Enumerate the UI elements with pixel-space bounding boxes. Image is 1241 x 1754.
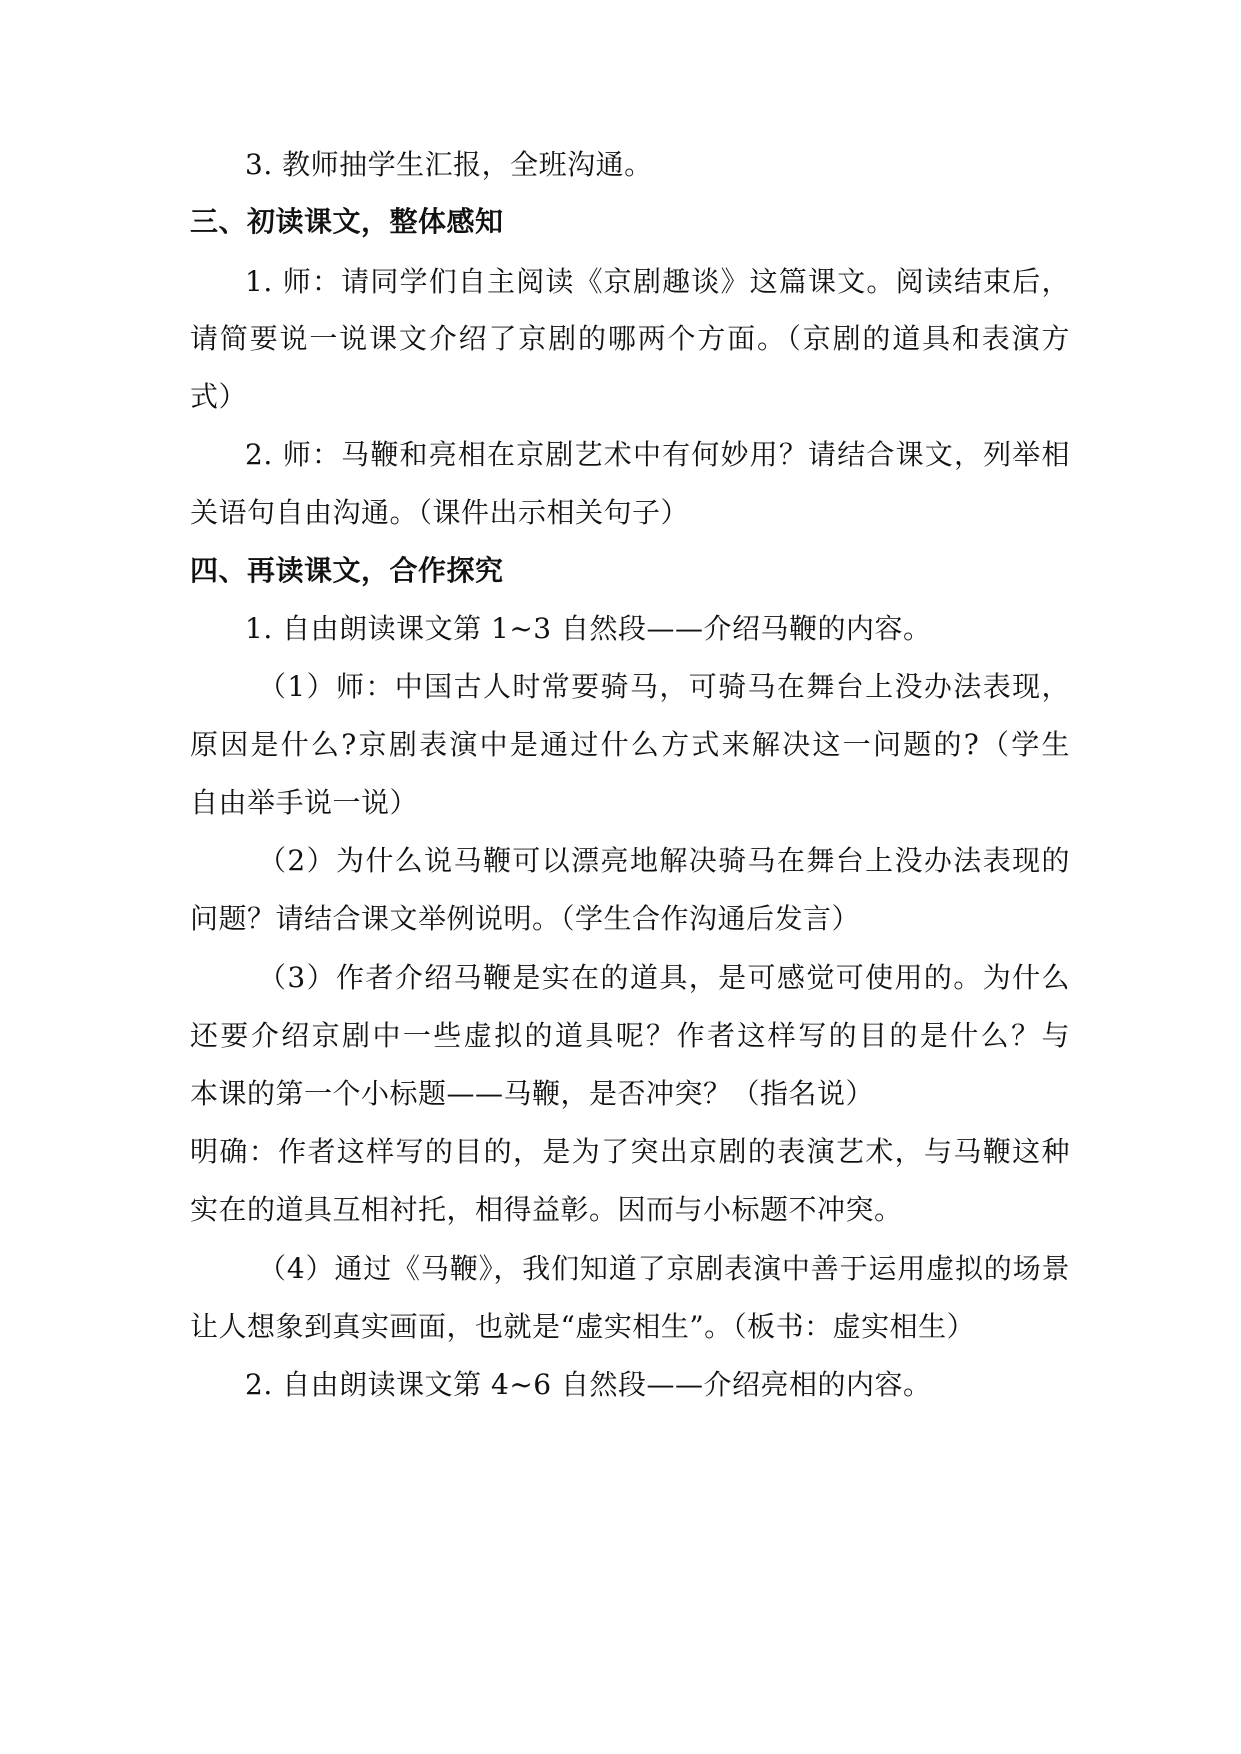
paragraph-line: 实在的道具互相衬托，相得益彰。因而与小标题不冲突。 xyxy=(190,1193,903,1226)
section-heading: 四、再读课文，合作探究 xyxy=(190,554,504,587)
paragraph-line: （4）通过《马鞭》，我们知道了京剧表演中善于运用虚拟的场景 xyxy=(258,1252,1070,1285)
paragraph-line: 自由举手说一说） xyxy=(190,786,419,819)
paragraph-line: 1. 师：请同学们自主阅读《京剧趣谈》这篇课文。阅读结束后， xyxy=(245,265,1070,298)
section-heading: 三、初读课文，整体感知 xyxy=(190,205,504,238)
paragraph-line: （2）为什么说马鞭可以漂亮地解决骑马在舞台上没办法表现的 xyxy=(258,844,1070,877)
paragraph-line: 本课的第一个小标题——马鞭，是否冲突？（指名说） xyxy=(190,1077,875,1110)
paragraph-line: 问题？请结合课文举例说明。（学生合作沟通后发言） xyxy=(190,902,861,935)
paragraph-line: （1）师：中国古人时常要骑马，可骑马在舞台上没办法表现， xyxy=(258,670,1070,703)
paragraph-line: 明确：作者这样写的目的，是为了突出京剧的表演艺术，与马鞭这种 xyxy=(190,1135,1070,1168)
paragraph-line: 关语句自由沟通。（课件出示相关句子） xyxy=(190,496,690,529)
paragraph-line: 2. 自由朗读课文第 4~6 自然段——介绍亮相的内容。 xyxy=(245,1368,932,1401)
paragraph-line: 原因是什么?京剧表演中是通过什么方式来解决这一问题的?（学生 xyxy=(190,728,1070,761)
paragraph-line: 3. 教师抽学生汇报，全班沟通。 xyxy=(245,148,653,181)
paragraph-line: 还要介绍京剧中一些虚拟的道具呢？作者这样写的目的是什么？与 xyxy=(190,1019,1070,1052)
paragraph-line: 式） xyxy=(190,380,248,413)
paragraph-line: 2. 师：马鞭和亮相在京剧艺术中有何妙用？请结合课文，列举相 xyxy=(245,438,1070,471)
paragraph-line: 请简要说一说课文介绍了京剧的哪两个方面。（京剧的道具和表演方 xyxy=(190,322,1070,355)
paragraph-line: （3）作者介绍马鞭是实在的道具，是可感觉可使用的。为什么 xyxy=(258,961,1070,994)
paragraph-line: 让人想象到真实画面，也就是“虚实相生”。（板书：虚实相生） xyxy=(190,1310,976,1343)
paragraph-line: 1. 自由朗读课文第 1~3 自然段——介绍马鞭的内容。 xyxy=(245,612,932,645)
